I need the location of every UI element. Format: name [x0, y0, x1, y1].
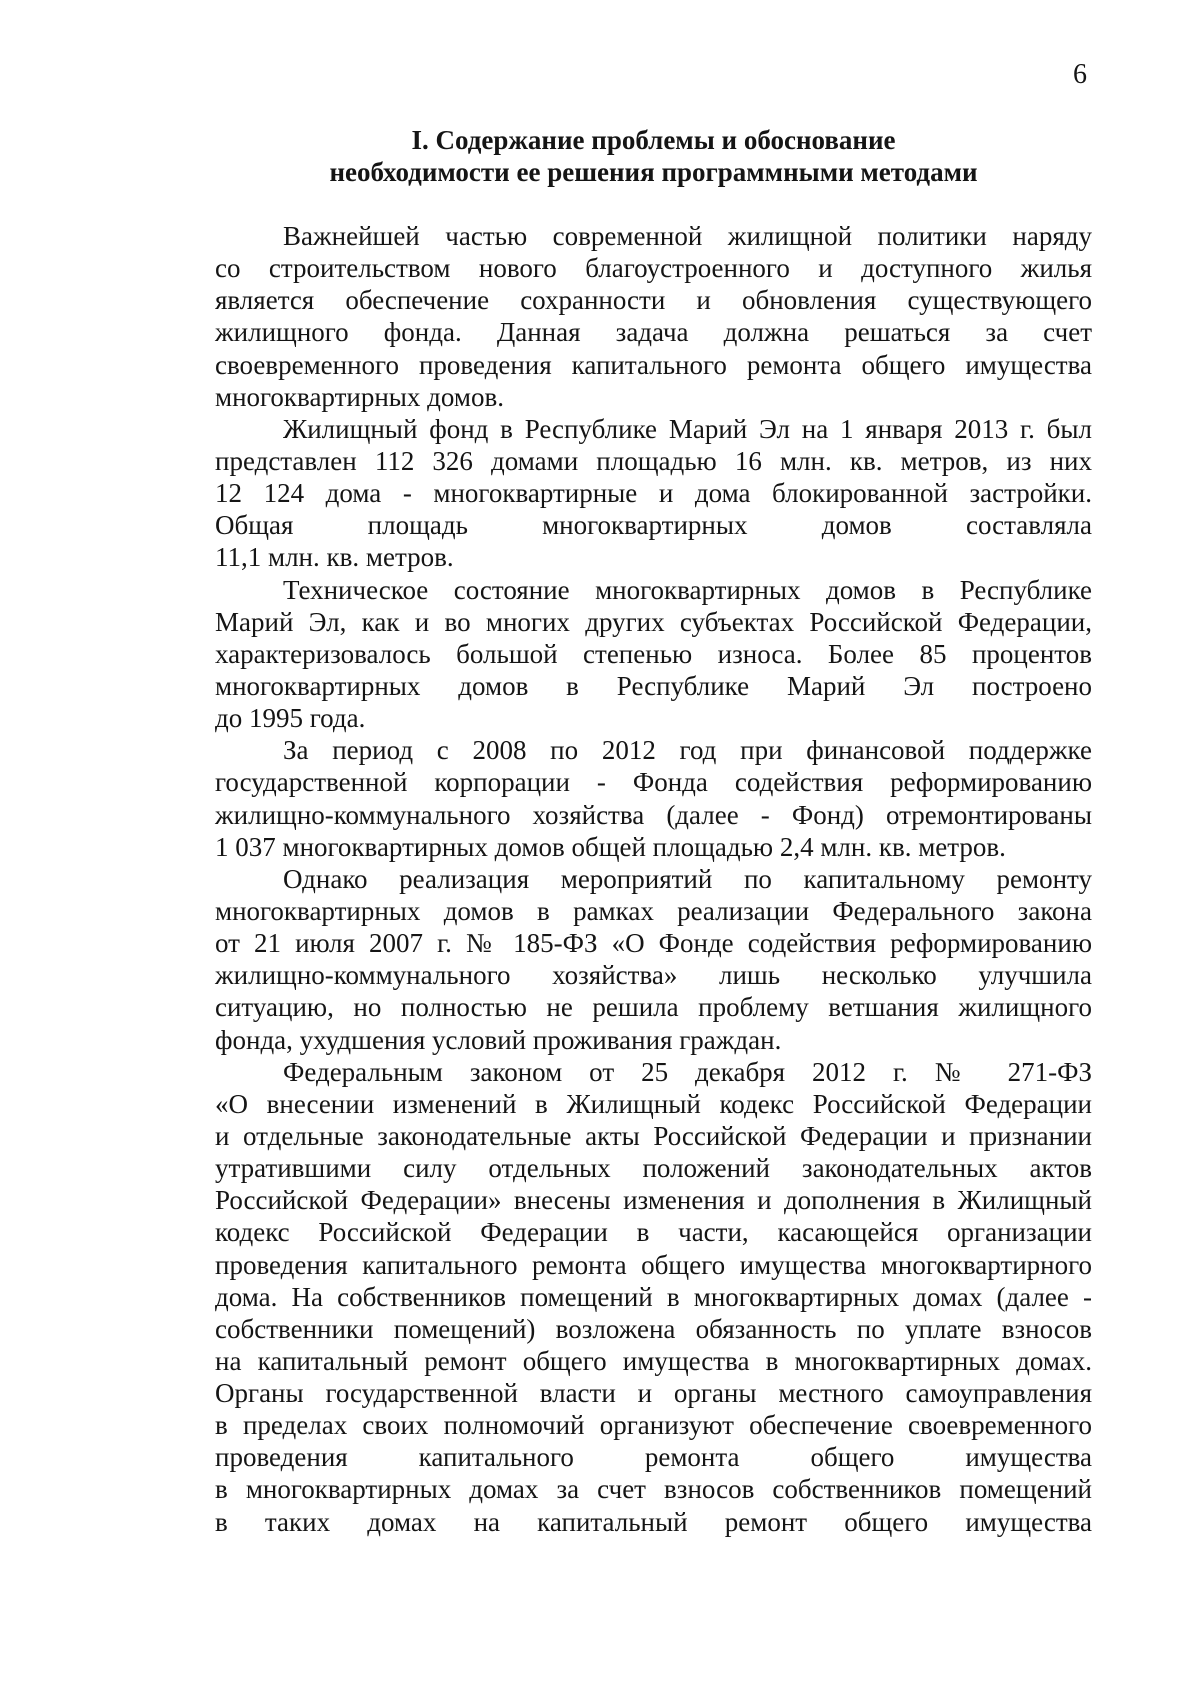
section-heading-line: необходимости ее решения программными методами: [329, 157, 978, 187]
text-line: фонда, ухудшения условий проживания граждан.: [215, 1024, 782, 1055]
paragraph: [215, 863, 1092, 1056]
text-line: За период с 2008 по 2012 год при финансовой поддержке: [283, 735, 1092, 766]
document-body: [215, 220, 1092, 1538]
text-line: своевременного проведения капитального ремонта общего имущества: [215, 349, 1092, 380]
text-line: государственной корпорации - Фонда содействия реформированию: [215, 767, 1092, 798]
text-line: многоквартирных домов.: [215, 381, 504, 412]
text-line: многоквартирных домов в рамках реализации Федерального закона: [215, 895, 1092, 926]
text-line: «О внесении изменений в Жилищный кодекс Российской Федерации: [215, 1088, 1092, 1119]
text-line: Российской Федерации» внесены изменения и дополнения в Жилищный: [215, 1185, 1092, 1216]
text-line: дома. На собственников помещений в многоквартирных домах (далее -: [215, 1281, 1092, 1312]
paragraph: [215, 734, 1092, 863]
text-line: 1 037 многоквартирных домов общей площадью 2,4 млн. кв. метров.: [215, 831, 1006, 862]
text-line: Важнейшей частью современной жилищной политики наряду: [283, 221, 1092, 251]
section-heading: [215, 124, 1092, 188]
text-line: жилищно-коммунального хозяйства (далее - Фонд) отремонтированы: [215, 799, 1092, 830]
text-line: 11,1 млн. кв. метров.: [215, 542, 454, 573]
text-line: в пределах своих полномочий организуют обеспечение своевременного: [215, 1410, 1092, 1441]
text-line: проведения капитального ремонта общего имущества: [215, 1442, 1092, 1473]
paragraph: [215, 220, 1092, 413]
text-line: со строительством нового благоустроенного и доступного жилья: [215, 253, 1092, 284]
text-line: Федеральным законом от 25 декабря 2012 г. № 271-ФЗ: [283, 1056, 1092, 1087]
text-line: ситуацию, но полностью не решила проблему ветшания жилищного: [215, 992, 1092, 1023]
text-line: многоквартирных домов в Республике Марий Эл построено: [215, 670, 1092, 701]
text-line: до 1995 года.: [215, 703, 366, 734]
paragraph: [215, 413, 1092, 574]
text-line: в многоквартирных домах за счет взносов собственников помещений: [215, 1474, 1092, 1505]
text-line: и отдельные законодательные акты Российской Федерации и признании: [215, 1120, 1092, 1151]
text-line: проведения капитального ремонта общего имущества многоквартирного: [215, 1249, 1092, 1280]
text-line: на капитальный ремонт общего имущества в многоквартирных домах.: [215, 1345, 1092, 1376]
text-line: жилищно-коммунального хозяйства» лишь несколько улучшила: [215, 960, 1092, 991]
text-line: Марий Эл, как и во многих других субъектах Российской Федерации,: [215, 606, 1092, 637]
text-line: 12 124 дома - многоквартирные и дома блокированной застройки.: [215, 478, 1092, 509]
text-line: собственники помещений) возложена обязанность по уплате взносов: [215, 1313, 1092, 1344]
text-line: представлен 112 326 домами площадью 16 млн. кв. метров, из них: [215, 445, 1092, 476]
text-line: утратившими силу отдельных положений законодательных актов: [215, 1153, 1092, 1184]
text-line: Однако реализация мероприятий по капитальному ремонту: [283, 863, 1092, 894]
paragraph: [215, 1056, 1092, 1538]
text-line: кодекс Российской Федерации в части, касающейся организации: [215, 1217, 1092, 1248]
paragraph: [215, 574, 1092, 735]
text-line: Жилищный фонд в Республике Марий Эл на 1 января 2013 г. был: [283, 413, 1092, 444]
text-line: Техническое состояние многоквартирных домов в Республике: [283, 574, 1092, 605]
text-line: характеризовалось большой степенью износа. Более 85 процентов: [215, 638, 1092, 669]
section-heading-line: I. Содержание проблемы и обоснование: [411, 125, 896, 155]
text-line: от 21 июля 2007 г. № 185-ФЗ «О Фонде содействия реформированию: [215, 928, 1092, 959]
text-line: жилищного фонда. Данная задача должна решаться за счет: [215, 317, 1092, 348]
text-line: в таких домах на капитальный ремонт общего имущества: [215, 1506, 1092, 1537]
text-line: Органы государственной власти и органы местного самоуправления: [215, 1378, 1092, 1409]
page-number: 6: [1073, 59, 1087, 90]
text-line: является обеспечение сохранности и обновления существующего: [215, 285, 1092, 316]
text-line: Общая площадь многоквартирных домов составляла: [215, 510, 1092, 541]
